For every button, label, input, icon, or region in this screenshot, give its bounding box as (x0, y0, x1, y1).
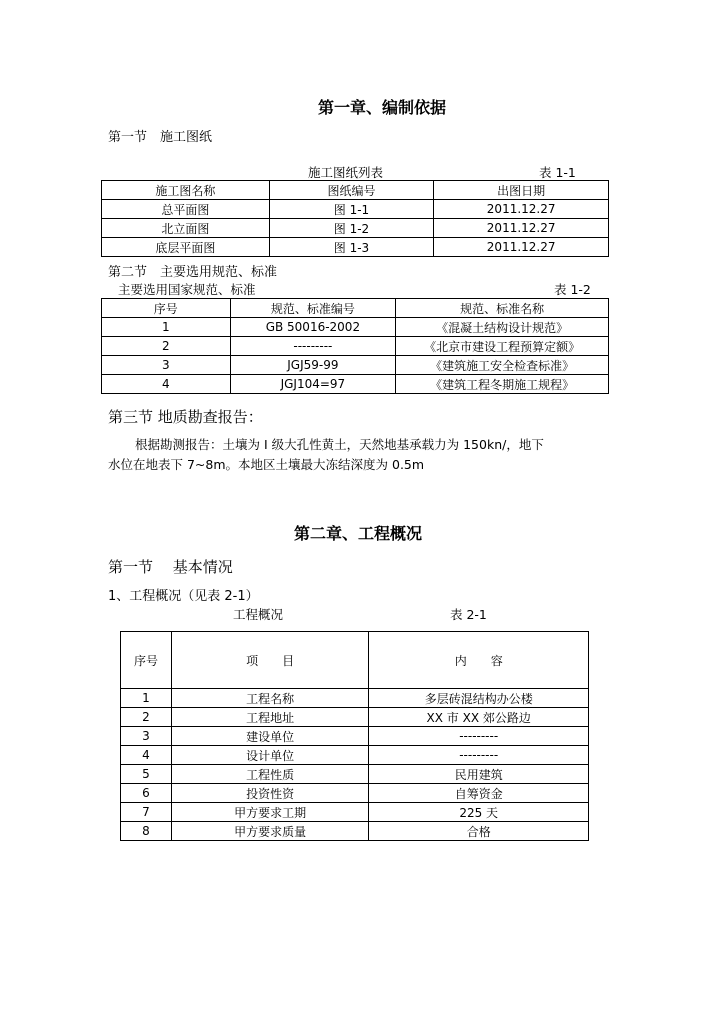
table-1-1-number: 表 1-1 (539, 165, 576, 180)
table-cell: 3 (102, 356, 231, 375)
table-row (102, 318, 609, 337)
table-1-1-caption: 施工图纸列表 (308, 165, 384, 180)
table-cell: 225 天 (369, 803, 589, 822)
table-cell: 北立面图 (102, 219, 270, 238)
table-cell: 图 1-1 (269, 200, 434, 219)
table-cell: 甲方要求质量 (171, 822, 369, 841)
table-cell: JGJ104=97 (230, 375, 396, 394)
table-cell: 6 (121, 784, 172, 803)
chapter-1-title: 第一章、编制依据 (318, 98, 447, 117)
table-1-2-caption: 主要选用国家规范、标准 (118, 282, 256, 297)
header-cell: 序号 (121, 632, 172, 689)
table-row (121, 822, 589, 841)
table-header-row (102, 299, 609, 318)
section-2-1-title: 第一节 基本情况 (108, 558, 233, 576)
header-cell: 施工图名称 (102, 181, 270, 200)
table-2-1-caption: 工程概况 (233, 607, 284, 622)
table-2-1-number: 表 2-1 (450, 607, 487, 622)
project-overview-table (120, 631, 589, 841)
table-row (121, 746, 589, 765)
table-row (121, 727, 589, 746)
table-cell: 8 (121, 822, 172, 841)
table-cell: 《混凝土结构设计规范》 (396, 318, 609, 337)
table-row (102, 375, 609, 394)
header-cell: 出图日期 (434, 181, 609, 200)
table-cell: 工程名称 (171, 689, 369, 708)
table-row (121, 765, 589, 784)
table-cell: 《建筑工程冬期施工规程》 (396, 375, 609, 394)
header-cell: 规范、标准编号 (230, 299, 396, 318)
table-cell: 3 (121, 727, 172, 746)
table-cell: 投资性资 (171, 784, 369, 803)
table-cell: 4 (102, 375, 231, 394)
table-cell: 设计单位 (171, 746, 369, 765)
drawings-table (101, 180, 609, 257)
header-cell: 序号 (102, 299, 231, 318)
table-cell: 底层平面图 (102, 238, 270, 257)
table-row (121, 784, 589, 803)
table-cell: 总平面图 (102, 200, 270, 219)
table-row (102, 356, 609, 375)
table-cell: 2011.12.27 (434, 219, 609, 238)
table-row (102, 219, 609, 238)
table-cell: --------- (369, 746, 589, 765)
table-cell: 民用建筑 (369, 765, 589, 784)
table-cell: 工程地址 (171, 708, 369, 727)
table-cell: 2 (121, 708, 172, 727)
standards-table (101, 298, 609, 394)
table-cell: XX 市 XX 郊公路边 (369, 708, 589, 727)
table-cell: 4 (121, 746, 172, 765)
table-cell: 《北京市建设工程预算定额》 (396, 337, 609, 356)
header-cell: 内 容 (369, 632, 589, 689)
table-cell: 甲方要求工期 (171, 803, 369, 822)
table-header-row (121, 632, 589, 689)
table-cell: 5 (121, 765, 172, 784)
header-cell: 图纸编号 (269, 181, 434, 200)
table-row (102, 337, 609, 356)
table-row (121, 803, 589, 822)
table-cell: 1 (121, 689, 172, 708)
table-cell: 合格 (369, 822, 589, 841)
section-1-3-title: 第三节 地质勘查报告： (108, 408, 263, 426)
table-cell: 7 (121, 803, 172, 822)
table-row (121, 708, 589, 727)
table-header-row (102, 181, 609, 200)
item-project-overview: 1、工程概况（见表 2-1） (108, 589, 259, 604)
table-cell: --------- (230, 337, 396, 356)
table-cell: 自筹资金 (369, 784, 589, 803)
table-cell: 《建筑施工安全检查标准》 (396, 356, 609, 375)
table-cell: 2011.12.27 (434, 238, 609, 257)
section-1-1-title: 第一节 施工图纸 (108, 130, 213, 145)
table-cell: 多层砖混结构办公楼 (369, 689, 589, 708)
table-cell: 图 1-2 (269, 219, 434, 238)
table-cell: 2 (102, 337, 231, 356)
header-cell: 规范、标准名称 (396, 299, 609, 318)
table-cell: 2011.12.27 (434, 200, 609, 219)
table-cell: --------- (369, 727, 589, 746)
geology-paragraph-line-2: 水位在地表下 7~8m。本地区土壤最大冻结深度为 0.5m (108, 457, 425, 472)
header-cell: 项 目 (171, 632, 369, 689)
table-cell: 工程性质 (171, 765, 369, 784)
table-cell: GB 50016-2002 (230, 318, 396, 337)
section-1-2-title: 第二节 主要选用规范、标准 (108, 265, 278, 280)
geology-paragraph-line-1: 根据勘测报告：土壤为 I 级大孔性黄土，天然地基承载力为 150kn/，地下 (135, 437, 544, 452)
table-cell: 1 (102, 318, 231, 337)
table-cell: JGJ59-99 (230, 356, 396, 375)
table-row (121, 689, 589, 708)
table-1-2-number: 表 1-2 (554, 282, 591, 297)
chapter-2-title: 第二章、工程概况 (294, 524, 423, 543)
table-cell: 建设单位 (171, 727, 369, 746)
table-row (102, 200, 609, 219)
table-row (102, 238, 609, 257)
table-cell: 图 1-3 (269, 238, 434, 257)
